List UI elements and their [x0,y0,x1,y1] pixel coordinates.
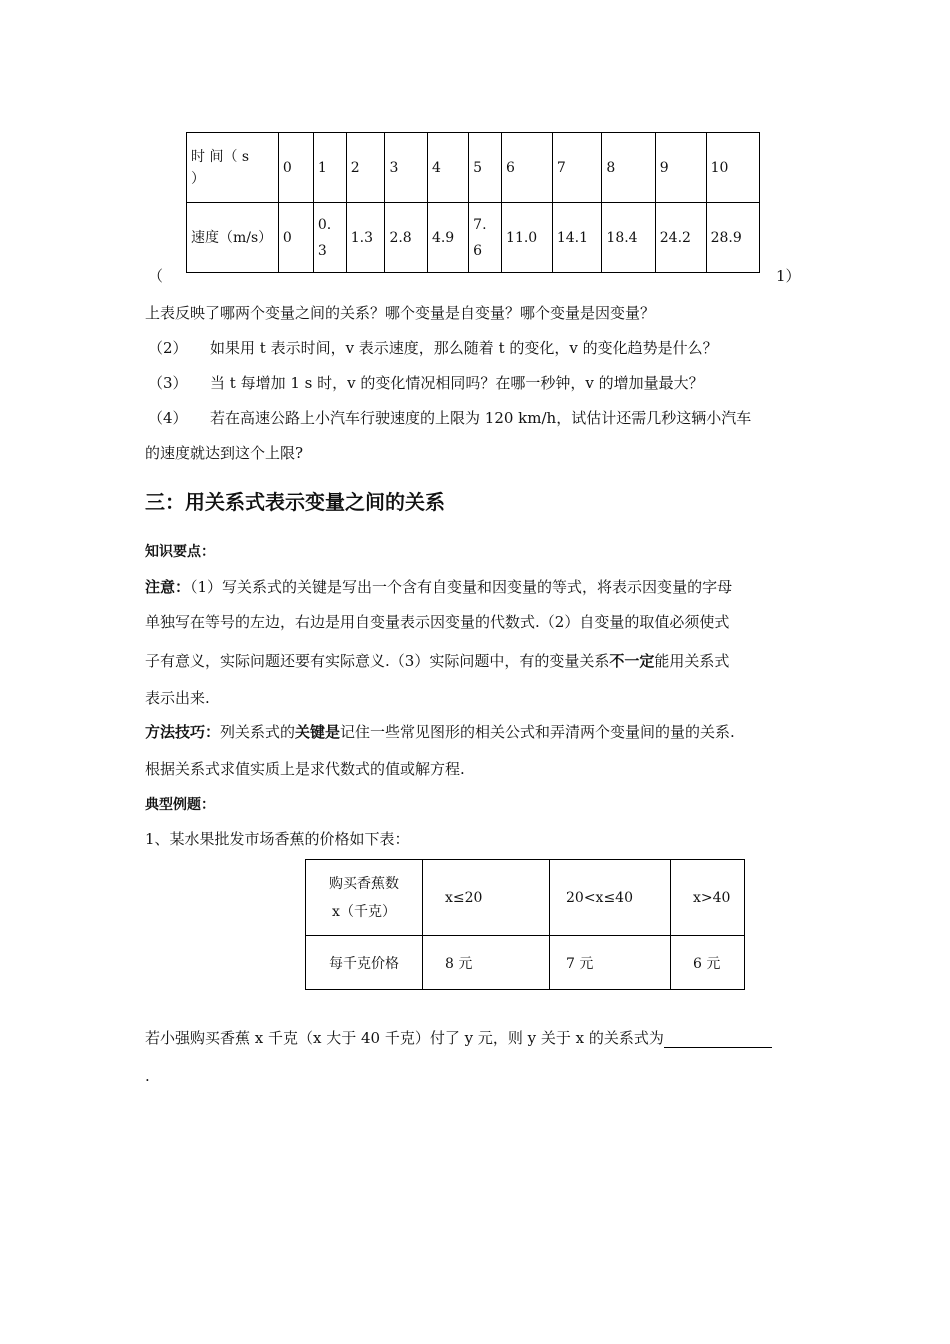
quantity-header: 购买香蕉数 x（千克） [306,860,423,936]
time-cell: 5 [469,133,502,203]
question-2: 如果用 t 表示时间，v 表示速度，那么随着 t 的变化，v 的变化趋势是什么？ [210,339,718,357]
question-3: 当 t 每增加 1 s 时，v 的变化情况相同吗？在哪一秒钟，v 的增加量最大？ [210,374,704,392]
note-line-2: 单独写在等号的左边，右边是用自变量表示因变量的代数式.（2）自变量的取值必须使式 [145,613,730,631]
speed-header: 速度（m/s） [187,203,279,273]
note-line-4: 表示出来. [145,689,210,707]
answer-blank[interactable] [664,1031,772,1048]
time-cell: 6 [502,133,553,203]
example-1: 1、某水果批发市场香蕉的价格如下表： [145,830,410,848]
time-cell: 9 [655,133,706,203]
speed-cell: 7. 6 [469,203,502,273]
method-line-2: 根据关系式求值实质上是求代数式的值或解方程. [145,760,465,778]
price-cell: 7 元 [550,936,671,990]
final-period: . [145,1067,150,1085]
speed-cell: 0 [278,203,313,273]
banana-price-table [305,859,745,990]
time-cell: 7 [552,133,602,203]
time-cell: 3 [385,133,427,203]
method-line-1: 方法技巧：列关系式的关键是记住一些常见图形的相关公式和弄清两个变量间的量的关系. [145,723,735,741]
time-cell: 10 [706,133,759,203]
left-paren: （ [148,267,164,285]
time-speed-table [186,132,760,273]
knowledge-label: 知识要点： [145,544,215,560]
note-line-1: 注意：（1）写关系式的关键是写出一个含有自变量和因变量的等式，将表示因变量的字母 [145,578,733,596]
range-cell: 20<x≤40 [550,860,671,936]
examples-label: 典型例题： [145,797,215,813]
time-cell: 0 [278,133,313,203]
price-cell: 6 元 [671,936,745,990]
speed-cell: 0. 3 [313,203,346,273]
question-1: 上表反映了哪两个变量之间的关系？哪个变量是自变量？哪个变量是因变量？ [145,304,656,322]
speed-cell: 2.8 [385,203,427,273]
time-cell: 8 [602,133,655,203]
question-4-line1: 若在高速公路上小汽车行驶速度的上限为 120 km/h，试估计还需几秒这辆小汽车 [210,409,752,427]
section-heading: 三：用关系式表示变量之间的关系 [145,490,445,514]
time-cell: 1 [313,133,346,203]
price-cell: 8 元 [423,936,550,990]
time-header: 时 间（ s ） [187,133,279,203]
speed-cell: 24.2 [655,203,706,273]
question-4-line2: 的速度就达到这个上限? [145,444,304,462]
time-cell: 2 [346,133,385,203]
speed-cell: 4.9 [427,203,468,273]
note-line-3: 子有意义，实际问题还要有实际意义.（3）实际问题中，有的变量关系不一定能用关系式 [145,652,730,670]
final-question: 若小强购买香蕉 x 千克（x 大于 40 千克）付了 y 元，则 y 关于 x 的关系式为 [145,1028,772,1048]
question-2-number: （2） [148,339,188,357]
range-cell: x>40 [671,860,745,936]
right-number: 1） [776,267,801,285]
speed-cell: 1.3 [346,203,385,273]
question-3-number: （3） [148,374,188,392]
speed-cell: 28.9 [706,203,759,273]
speed-cell: 18.4 [602,203,655,273]
price-header: 每千克价格 [306,936,423,990]
speed-cell: 14.1 [552,203,602,273]
range-cell: x≤20 [423,860,550,936]
question-4-number: （4） [148,409,188,427]
time-cell: 4 [427,133,468,203]
speed-cell: 11.0 [502,203,553,273]
